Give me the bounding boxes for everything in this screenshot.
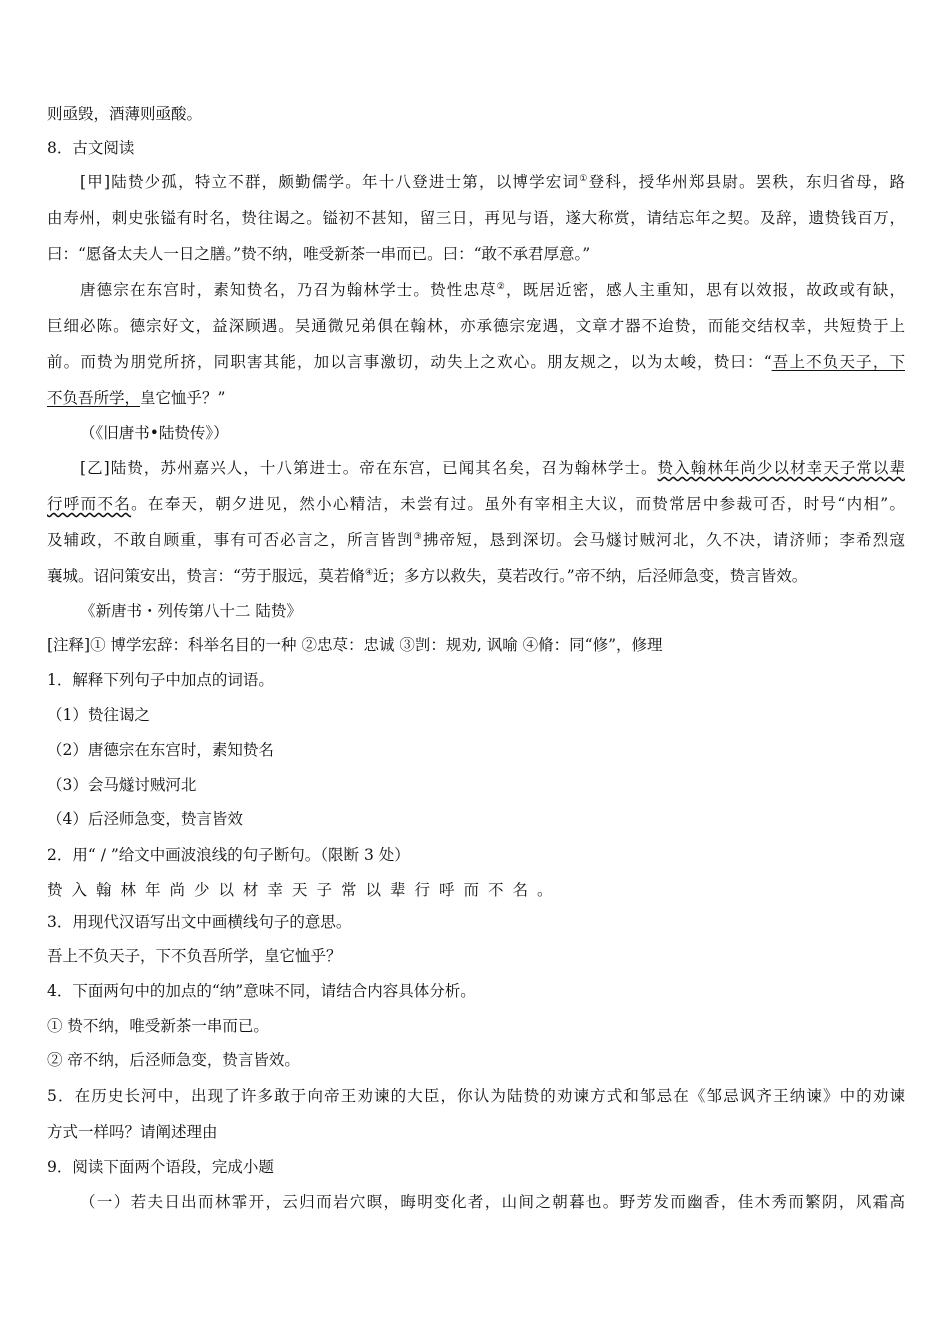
question-1-item: （2）唐德宗在东宫时，素知贽名 — [47, 741, 274, 759]
question-4-item: ① 贽不纳，唯受新茶一串而已。 — [47, 1017, 269, 1035]
question-1-item: （3）会马燧讨贼河北 — [47, 776, 197, 794]
passage-jia-line: 前。而贽为朋党所挤，同职害其能，加以言事激切，动失上之欢心。朋友规之，以为太峻，贽曰：“吾上不负天子，下 — [47, 353, 905, 371]
footnote-marker: ① — [579, 173, 589, 184]
passage-yi-line: 及辅政，不敢自顾重，事有可否必言之，所言皆剀③拂帝短，恳到深切。会马燧讨贼河北，久不决，请济师；李希烈寇 — [47, 531, 905, 549]
underlined-sentence: 不负吾所学， — [47, 389, 141, 407]
question-2-sentence: 贽入翰林年尚少以材幸天子常以辈行呼而不名。 — [47, 881, 562, 899]
question-3: 3．用现代汉语写出文中画横线句子的意思。 — [47, 913, 352, 931]
question-1-item: （4）后泾师急变，贽言皆效 — [47, 810, 243, 828]
passage-jia-line: 不负吾所学，皇它恤乎？” — [47, 389, 226, 407]
passage-jia-line: 唐德宗在东宫时，素知贽名，乃召为翰林学士。贽性忠荩②，既居近密，感人主重知，思有以效报，故政或有缺， — [80, 281, 905, 299]
footnote-marker: ② — [496, 281, 507, 292]
footnote-marker: ③ — [413, 531, 423, 542]
question-8-heading: 8．古文阅读 — [47, 139, 135, 157]
wavy-sentence: 行呼而不名 — [47, 495, 132, 513]
passage-yi-line: 襄城。诏问策安出，贽言：“劳于服远，莫若脩④近；多方以救失，莫若改行。”帝不纳，后泾师急变，贽言皆效。 — [47, 567, 808, 585]
question-5-continued: 方式一样吗？请阐述理由 — [47, 1123, 218, 1141]
question-3-sentence: 吾上不负天子，下不负吾所学，皇它恤乎？ — [47, 947, 342, 965]
passage-jia-line: [甲]陆贽少孤，特立不群，颇勤儒学。年十八登进士第，以博学宏词①登科，授华州郑县尉。罢秩，东归省母，路 — [80, 173, 905, 191]
question-9-passage: （一）若夫日出而林霏开，云归而岩穴暝，晦明变化者，山间之朝暮也。野芳发而幽香，佳木秀而繁阴，风霜高 — [80, 1193, 905, 1211]
passage-jia-source: （《旧唐书•陆贽传》） — [80, 424, 229, 442]
annotation-notes: [注释]① 博学宏辞：科举名目的一种 ②忠荩：忠诚 ③剀：规劝, 讽喻 ④脩：同“修”，修理 — [47, 636, 663, 654]
question-4-item: ② 帝不纳，后泾师急变，贽言皆效。 — [47, 1051, 300, 1069]
passage-jia-line: 曰：“愿备太夫人一日之膳。”贽不纳，唯受新茶一串而已。曰：“敢不承君厚意。” — [47, 245, 591, 263]
passage-yi-line: [乙]陆贽，苏州嘉兴人，十八第进士。帝在东宫，已闻其名矣，召为翰林学士。贽入翰林年尚少以材幸天子常以辈 — [80, 459, 905, 477]
question-4: 4．下面两句中的加点的“纳”意味不同，请结合内容具体分析。 — [47, 982, 476, 1000]
footnote-marker: ④ — [364, 567, 374, 578]
passage-yi-line: 行呼而不名。在奉天，朝夕进见，然小心精洁，未尝有过。虽外有宰相主大议，而贽常居中参裁可否，时号“内相”。 — [47, 495, 905, 513]
question-1-item: （1）贽往谒之 — [47, 706, 150, 724]
question-1: 1．解释下列句子中加点的词语。 — [47, 671, 274, 689]
wavy-sentence: 贽入翰林年尚少以材幸天子常以辈 — [657, 459, 905, 477]
passage-jia-line: 由寿州，刺史张镒有时名，贽往谒之。镒初不甚知，留三日，再见与语，遂大称赏，请结忘年之契。及辞，遗贽钱百万， — [47, 209, 905, 227]
question-2: 2．用“ / ”给文中画波浪线的句子断句。（限断 3 处） — [47, 846, 410, 864]
passage-jia-line: 巨细必陈。德宗好文，益深顾遇。吴通微兄弟俱在翰林，亦承德宗宠遇，文章才器不迨贽，而能交结权幸，共短贽于上 — [47, 317, 905, 335]
previous-text-line: 则亟毁，酒薄则亟酸。 — [47, 105, 203, 123]
question-5: 5．在历史长河中，出现了许多敢于向帝王劝谏的大臣，你认为陆贽的劝谏方式和邹忌在《邹忌讽齐王纳谏》中的劝谏 — [47, 1087, 905, 1105]
question-9: 9．阅读下面两个语段，完成小题 — [47, 1158, 274, 1176]
underlined-sentence: 吾上不负天子，下 — [771, 353, 905, 371]
passage-yi-source: 《新唐书・列传第八十二 陆贽》 — [80, 602, 302, 620]
